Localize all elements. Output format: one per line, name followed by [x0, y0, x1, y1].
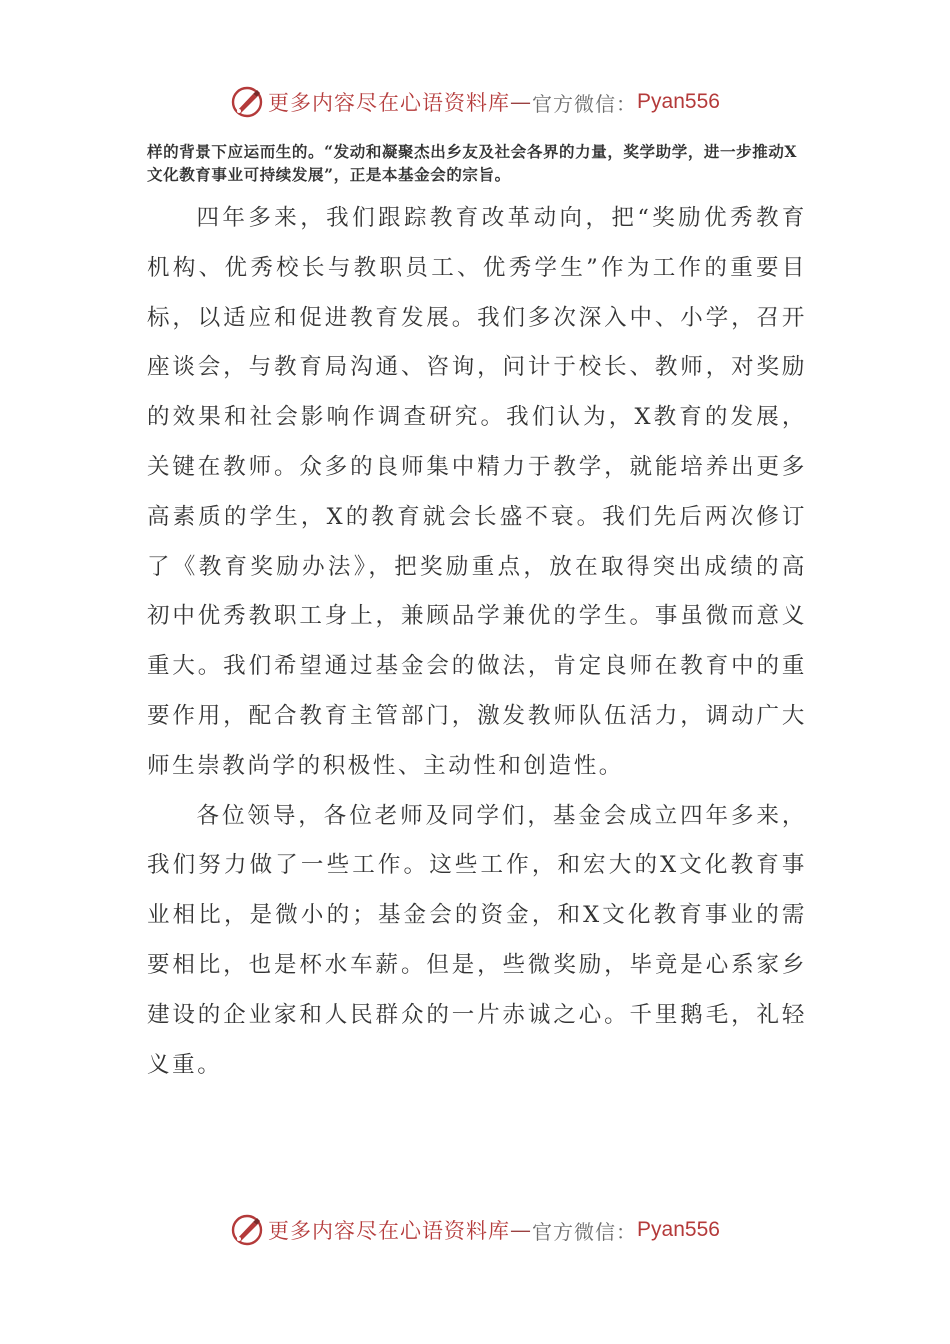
banner-dash: —: [510, 90, 533, 114]
banner-wechat-label: 官方微信：: [532, 1219, 638, 1244]
pen-logo-icon: [230, 1213, 264, 1247]
banner-dash: —: [510, 1218, 533, 1242]
banner-text: 更多内容尽在心语资料库: [268, 1219, 511, 1243]
banner-account: Pyan556: [637, 1218, 720, 1241]
banner-wechat-label: 官方微信：: [532, 91, 638, 116]
header-banner: [0, 82, 950, 122]
banner-account: Pyan556: [637, 90, 720, 113]
footer-banner: [0, 1210, 950, 1250]
banner-text: 更多内容尽在心语资料库: [268, 91, 511, 115]
body-paragraph-1: 四年多来，我们跟踪教育改革动向，把“奖励优秀教育机构、优秀校长与教职员工、优秀学生”作为工作的重要目标，以适应和促进教育发展。我们多次深入中、小学，召开座谈会，与教育局沟通、咨询，问计于校长、教师，对奖励的效果和社会影响作调查研究。我们认为，X教育的发展，关键在教师。众多的良师集中精力于教学，就能培养出更多高素质的学生，X的教育就会长盛不衰。我们先后两次修订了《教育奖励办法》，把奖励重点，放在取得突出成绩的高初中优秀教职工身上，兼顾品学兼优的学生。事虽微而意义重大。我们希望通过基金会的做法，肯定良师在教育中的重要作用，配合教育主管部门，激发教师队伍活力，调动广大师生崇教尚学的积极性、主动性和创造性。: [147, 205, 807, 779]
document-body: [147, 140, 807, 1090]
body-paragraph-2: 各位领导，各位老师及同学们，基金会成立四年多来，我们努力做了一些工作。这些工作，和宏大的X文化教育事业相比，是微小的；基金会的资金，和X文化教育事业的需要相比，也是杯水车薪。但是，些微奖励，毕竟是心系家乡建设的企业家和人民群众的一片赤诚之心。千里鹅毛，礼轻义重。: [147, 802, 807, 1078]
pen-logo-icon: [230, 85, 264, 119]
intro-paragraph: 样的背景下应运而生的。“发动和凝聚杰出乡友及社会各界的力量，奖学助学，进一步推动X文化教育事业可持续发展”，正是本基金会的宗旨。: [147, 142, 798, 184]
